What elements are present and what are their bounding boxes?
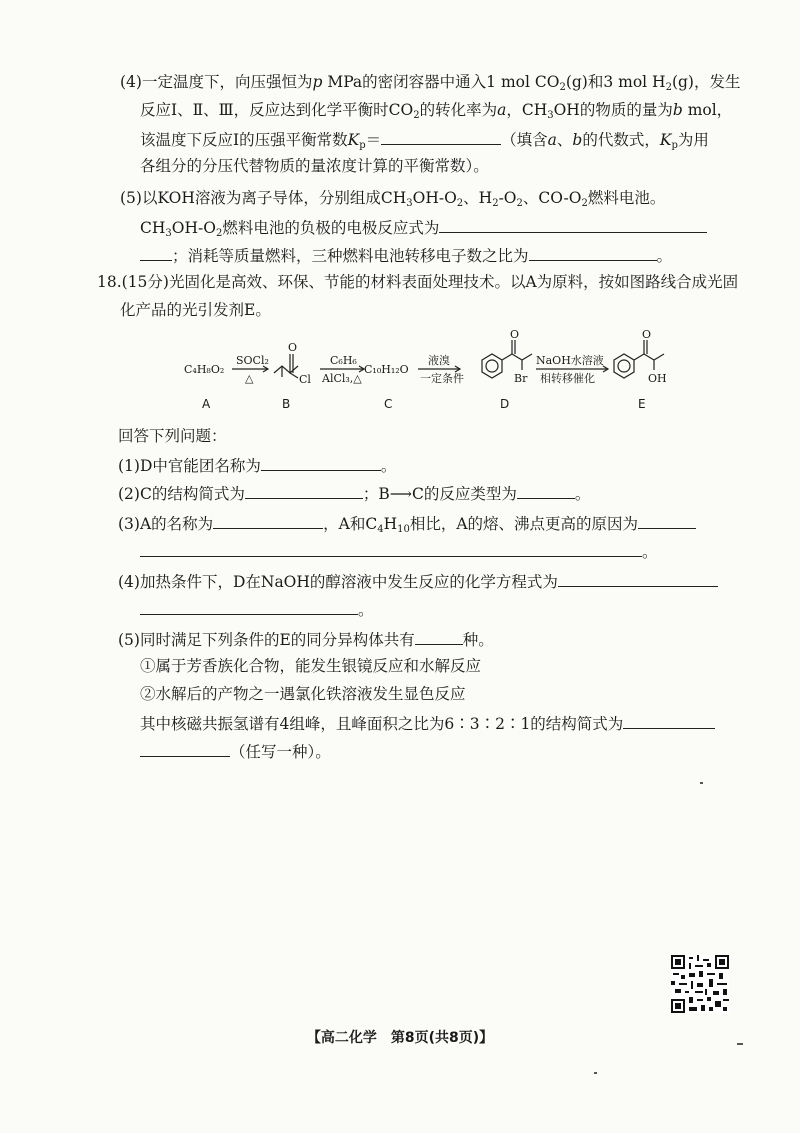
formula-a: C₄H₈O₂ xyxy=(184,363,225,376)
q18-5-cond1: ①属于芳香族化合物，能发生银镜反应和水解反应 xyxy=(140,657,482,675)
anode-equation-blank-cont[interactable] xyxy=(140,244,172,261)
label-e: E xyxy=(638,397,646,410)
q18-3-blank-name[interactable] xyxy=(213,512,323,529)
q18-4-line2: 。 xyxy=(140,598,374,620)
page-footer: 【高二化学 第8页(共8页)】 xyxy=(306,1030,494,1046)
formula-c: C₁₀H₁₂O xyxy=(364,363,409,376)
reagent-1-bot: △ xyxy=(245,372,254,385)
q18-2-blank-structure[interactable] xyxy=(245,482,363,499)
e-hydroxyl: OH xyxy=(648,372,667,385)
reagent-4-top: NaOH水溶液 xyxy=(536,354,604,367)
answer-prompt: 回答下列问题： xyxy=(118,427,227,445)
q17-p5-line2: $CH_3OH-O_2$燃料电池的负极的电极反应式为 xyxy=(140,216,707,238)
q18-5-cond2: ②水解后的产物之一遇氯化铁溶液发生显色反应 xyxy=(140,685,466,703)
q18-2-blank-type[interactable] xyxy=(517,482,575,499)
qr-code xyxy=(671,955,729,1013)
anode-equation-blank[interactable] xyxy=(439,216,707,233)
q18-1-blank[interactable] xyxy=(261,454,381,471)
q18-5-blank-count[interactable] xyxy=(415,628,463,645)
reagent-2-bot: AlCl₃,△ xyxy=(322,372,362,385)
q18-3-blank-reason-cont[interactable] xyxy=(140,540,642,557)
label-c: C xyxy=(384,397,393,410)
q17-p5-line1: (5)以KOH溶液为离子导体，分别组成$CH_3OH-O_2$、$H_2-O_2$、$CO-O_2$燃料电池。 xyxy=(120,189,666,209)
reagent-2-top: C₆H₆ xyxy=(330,354,357,367)
q17-p4-line1: (4)一定温度下，向压强恒为p MPa的密闭容器中通入1 mol $CO_2(g)$和3 mol $H_2(g)$，发生 xyxy=(120,73,741,93)
b-chlorine: Cl xyxy=(299,373,311,386)
reagent-3-top: 液溴 xyxy=(428,354,450,367)
q18-4-blank-equation-cont[interactable] xyxy=(140,598,358,615)
q18-1: (1)D中官能团名称为 。 xyxy=(118,454,396,476)
q18-3-line1: (3)A的名称为 ，A和$C_4H_{10}$相比，A的熔、沸点更高的原因为 xyxy=(118,512,696,534)
label-a: A xyxy=(202,397,211,410)
q18-intro-line1: 18.(15分)光固化是高效、环保、节能的材料表面处理技术。以A为原料，按如图路线合成光固 xyxy=(97,273,739,291)
reaction-arrow-icon: ⟶ xyxy=(389,485,412,503)
q17-p4-line2: 反应Ⅰ、Ⅱ、Ⅲ，反应达到化学平衡时$CO_2$的转化率为a，$CH_3OH$的物质的量为b mol， xyxy=(140,101,733,121)
q18-3-blank-reason[interactable] xyxy=(638,512,696,529)
reagent-1-top: SOCl₂ xyxy=(236,354,269,367)
scan-speck xyxy=(700,782,703,784)
kp-answer-blank[interactable] xyxy=(381,128,501,145)
q18-5-blank-structure[interactable] xyxy=(623,712,715,729)
q17-p5-line3: ；消耗等质量燃料，三种燃料电池转移电子数之比为 。 xyxy=(140,244,672,266)
molecule-b xyxy=(274,354,298,378)
q18-3-line2: 。 xyxy=(140,540,658,562)
q18-intro-line2: 化产品的光引发剂E。 xyxy=(120,301,271,319)
label-b: B xyxy=(282,397,291,410)
scan-speck xyxy=(594,1072,597,1074)
e-oxygen: O xyxy=(642,328,652,341)
b-oxygen: O xyxy=(288,341,298,354)
q17-p4-line4: 各组分的分压代替物质的量浓度计算的平衡常数）。 xyxy=(140,157,489,175)
q18-4-blank-equation[interactable] xyxy=(558,570,718,587)
q18-2: (2)C的结构简式为 ；B⟶C的反应类型为 。 xyxy=(118,482,590,504)
scan-speck xyxy=(737,1043,743,1045)
synthesis-scheme xyxy=(0,320,800,410)
q18-5-nmr-line2: （任写一种）。 xyxy=(140,740,331,762)
reagent-3-bot: 一定条件 xyxy=(420,372,464,385)
label-d: D xyxy=(500,397,510,410)
q17-p4-line3: 该温度下反应Ⅰ的压强平衡常数$K_p=$ （填含a、b的代数式，$K_p$为用 xyxy=(140,128,709,150)
q18-5-blank-structure-cont[interactable] xyxy=(140,740,230,757)
q18-4-line1: (4)加热条件下，D在NaOH的醇溶液中发生反应的化学方程式为 xyxy=(118,570,718,592)
q18-5-nmr: 其中核磁共振氢谱有4组峰，且峰面积之比为6∶3∶2∶1的结构简式为 xyxy=(140,712,715,734)
reagent-4-bot: 相转移催化 xyxy=(540,372,595,385)
d-oxygen: O xyxy=(510,328,520,341)
d-bromine: Br xyxy=(514,372,528,385)
electron-ratio-blank[interactable] xyxy=(529,244,657,261)
q18-5: (5)同时满足下列条件的E的同分异构体共有 种。 xyxy=(118,628,494,650)
